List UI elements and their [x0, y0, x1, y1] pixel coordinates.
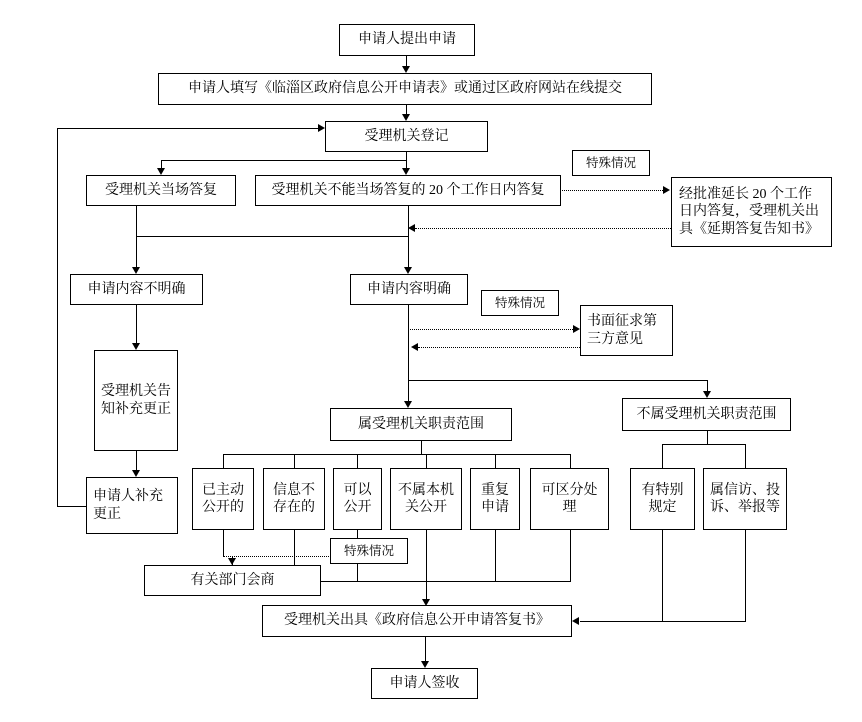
arrow-bus-20days: [402, 168, 410, 175]
node-separable-handling: 可区分处理: [530, 468, 609, 530]
connector-bus-to-20days: [406, 160, 407, 168]
node-petition-complaint: 属信访、投诉、举报等: [703, 468, 787, 530]
label-special-case-1: 特殊情况: [572, 150, 650, 176]
connector-bus-to-clear: [408, 236, 409, 267]
connector-notify-to-supplement: [136, 451, 137, 470]
connector-consultation-to-reply: [321, 581, 381, 582]
connector-special-case-to-extended: [562, 190, 663, 191]
arrow-bus-clear: [404, 267, 412, 274]
connector-outside-children-bus: [662, 444, 745, 445]
connector-bus-to-onsite: [161, 160, 162, 168]
node-special-provision: 有特别规定: [630, 468, 695, 530]
node-notify-supplement: 受理机关告知补充更正: [94, 350, 178, 451]
arrow-special3-consultation: [228, 558, 236, 565]
connector-n3-down: [406, 152, 407, 160]
arrow-n1-n2: [402, 66, 410, 73]
connector-child1-down: [223, 530, 224, 556]
node-not-this-agency: 不属本机关公开: [390, 468, 462, 530]
label-special-case-3: 特殊情况: [330, 538, 408, 564]
arrow-extended-back: [408, 224, 415, 232]
arrow-notify-supplement: [132, 470, 140, 477]
connector-clear-to-outside: [408, 380, 707, 381]
arrow-n2-n3: [402, 114, 410, 121]
arrow-bus-onsite: [157, 168, 165, 175]
connector-outside-child1-down: [662, 530, 663, 621]
node-applicant-supplement: 申请人补充更正: [86, 477, 178, 534]
node-content-unclear: 申请内容不明确: [70, 274, 203, 305]
label-special-case-2: 特殊情况: [481, 290, 559, 316]
connector-reply-to-receipt: [425, 637, 426, 661]
node-department-consultation: 有关部门会商: [144, 565, 321, 596]
node-info-not-exist: 信息不存在的: [263, 468, 325, 530]
connector-child4-down: [426, 530, 427, 599]
arrow-onsite-unclear: [132, 267, 140, 274]
connector-n2-n3: [406, 105, 407, 114]
arrow-special-to-extended: [663, 186, 670, 194]
connector-thirdparty-back: [418, 347, 580, 348]
connector-scope-down: [421, 441, 422, 454]
connector-child4: [426, 454, 427, 468]
connector-unclear-to-notify: [136, 305, 137, 343]
connector-child6-down: [570, 530, 571, 581]
node-can-disclose: 可以公开: [333, 468, 382, 530]
connector-child1: [223, 454, 224, 468]
connector-clear-to-scope: [408, 305, 409, 401]
node-extended-reply: 经批准延长 20 个工作日内答复，受理机关出具《延期答复告知书》: [671, 177, 832, 247]
connector-loop-left-top: [57, 128, 318, 129]
node-agency-registration: 受理机关登记: [325, 121, 488, 152]
connector-outside-child2: [745, 444, 746, 468]
connector-outside-down: [707, 431, 708, 444]
arrow-outside-reply: [572, 617, 579, 625]
arrow-reply-receipt: [421, 661, 429, 668]
node-onsite-reply: 受理机关当场答复: [86, 175, 236, 206]
node-applicant-submits: 申请人提出申请: [339, 24, 475, 56]
node-outside-scope: 不属受理机关职责范围: [622, 398, 791, 431]
connector-clarity-bus: [136, 236, 409, 237]
connector-child2: [294, 454, 295, 468]
connector-loop-left-bottom: [57, 506, 86, 507]
connector-loop-left-vertical: [57, 128, 58, 506]
node-third-party-opinion: 书面征求第三方意见: [580, 305, 673, 356]
connector-child1-to-special3: [223, 556, 331, 557]
connector-outside-child2-down: [745, 530, 746, 621]
connector-outside-to-reply: [580, 621, 746, 622]
arrow-clear-thirdparty: [573, 325, 580, 333]
connector-outside-drop: [707, 380, 708, 391]
arrow-outside-scope: [703, 391, 711, 398]
node-within-scope: 属受理机关职责范围: [330, 408, 512, 441]
connector-reply-bus: [161, 160, 407, 161]
arrow-clear-scope: [404, 401, 412, 408]
connector-child5: [495, 454, 496, 468]
node-issue-reply-document: 受理机关出具《政府信息公开申请答复书》: [262, 605, 572, 637]
connector-child3: [357, 454, 358, 468]
node-repeat-application: 重复申请: [470, 468, 520, 530]
node-applicant-receipt: 申请人签收: [371, 668, 478, 699]
connector-children-bus: [223, 454, 570, 455]
connector-outside-child1: [662, 444, 663, 468]
arrow-thirdparty-back: [411, 343, 418, 351]
node-fill-form: 申请人填写《临淄区政府信息公开申请表》或通过区政府网站在线提交: [158, 73, 652, 105]
node-20-workdays-reply: 受理机关不能当场答复的 20 个工作日内答复: [255, 175, 561, 206]
arrow-loop-to-registration: [318, 124, 325, 132]
connector-clear-to-thirdparty: [410, 329, 575, 330]
node-already-public: 已主动公开的: [192, 468, 254, 530]
node-content-clear: 申请内容明确: [350, 274, 468, 305]
arrow-unclear-notify: [132, 343, 140, 350]
connector-child5-down: [495, 530, 496, 581]
connector-extended-back: [415, 228, 671, 229]
connector-child6: [570, 454, 571, 468]
connector-n1-n2: [406, 56, 407, 66]
